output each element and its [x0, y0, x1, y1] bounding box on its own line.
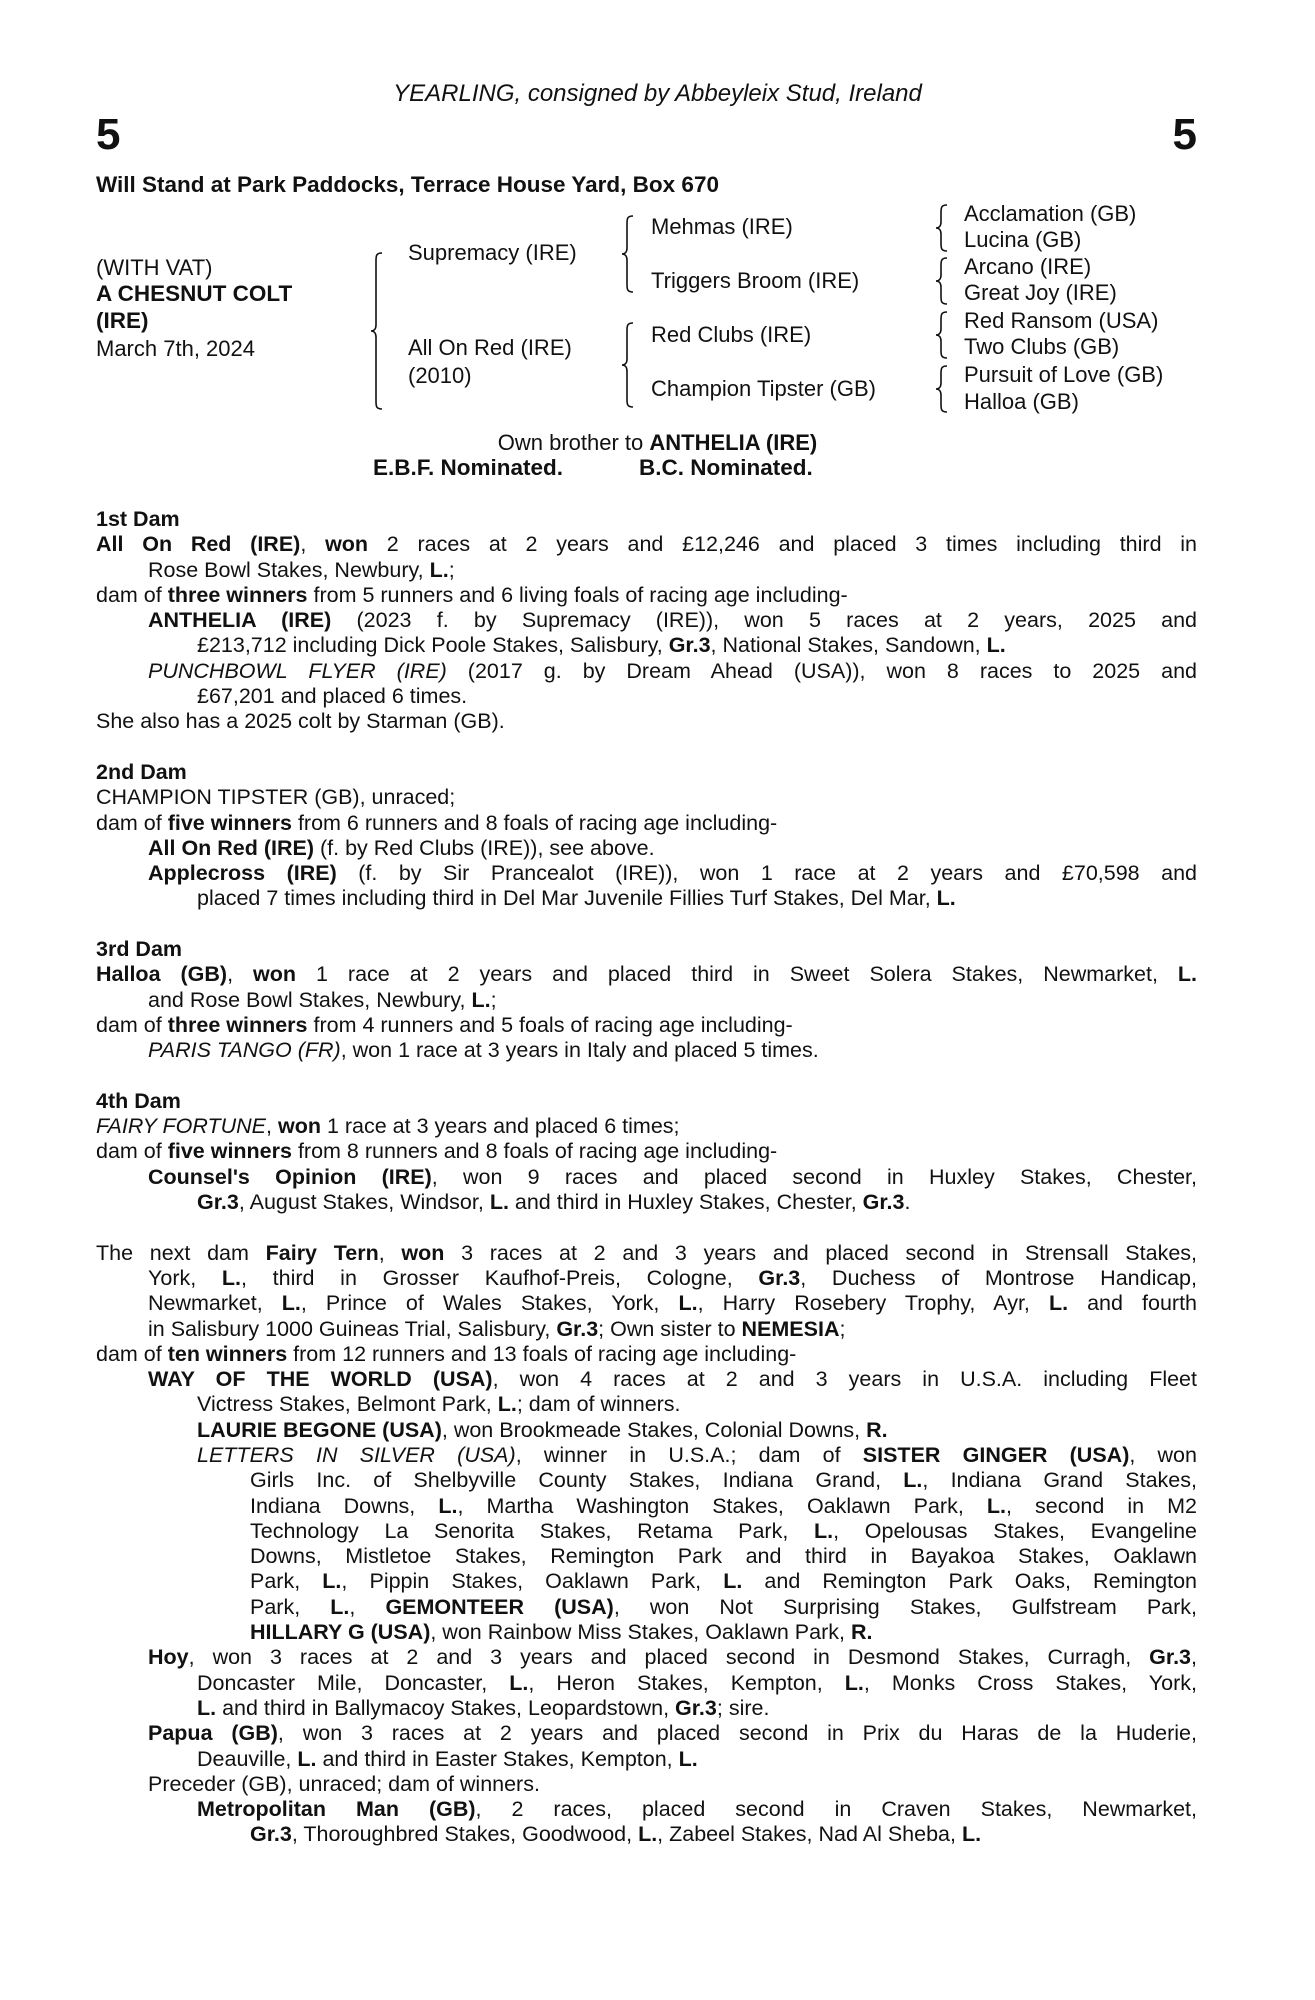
bold-text: three winners	[167, 1012, 308, 1037]
record-line	[96, 1165, 1197, 1190]
stand-location: Will Stand at Park Paddocks, Terrace House Yard, Box 670	[96, 172, 719, 197]
catalogue-header: YEARLING, consigned by Abbeyleix Stud, Ireland	[393, 80, 922, 107]
dam-section	[96, 760, 1197, 912]
record-line	[96, 659, 1197, 684]
bold-text: L.	[221, 1265, 242, 1290]
ancestor-g3: Pursuit of Love (GB)	[964, 362, 1164, 387]
bold-text: L.	[678, 1746, 698, 1771]
text: Park,	[250, 1594, 331, 1619]
text: Rose Bowl Stakes, Newbury,	[148, 557, 430, 582]
text: ; Own sister to	[598, 1316, 742, 1341]
record-line	[96, 558, 1197, 583]
text: CHAMPION TIPSTER (GB), unraced;	[96, 785, 456, 810]
text: 2 races at 2 years and £12,246 and placed 3 times including third in	[368, 532, 1198, 557]
own-brother-note	[0, 430, 1315, 456]
dam-sire: Red Clubs (IRE)	[651, 322, 812, 347]
bold-text: GEMONTEER (USA)	[385, 1594, 614, 1619]
bold-text: ANTHELIA (IRE)	[148, 608, 332, 633]
text: (f. by Red Clubs (IRE)), see above.	[314, 835, 655, 860]
record-line	[96, 1291, 1197, 1316]
text: The next dam	[96, 1240, 266, 1265]
bold-text: L.	[197, 1695, 217, 1720]
brace-icon	[935, 311, 949, 359]
bold-text: L.	[1177, 962, 1197, 987]
text: 3 races at 2 and 3 years and placed second in Strensall Stakes,	[444, 1240, 1198, 1265]
record-line	[96, 633, 1197, 658]
bold-text: Gr.3	[862, 1190, 905, 1215]
record-line	[96, 1342, 1197, 1367]
text: She also has a 2025 colt by Starman (GB).	[96, 709, 505, 734]
ancestor-g3: Two Clubs (GB)	[964, 334, 1120, 359]
text: Park,	[250, 1569, 323, 1594]
bold-text: L.	[903, 1468, 923, 1493]
text: dam of	[96, 810, 168, 835]
text: and fourth	[1068, 1291, 1197, 1316]
bold-text: L.	[471, 987, 491, 1012]
text: £213,712 including Dick Poole Stakes, Salisbury,	[197, 633, 669, 658]
text: dam of	[96, 1139, 168, 1164]
italic-text: PUNCHBOWL FLYER (IRE)	[148, 658, 447, 683]
record-line	[96, 1266, 1197, 1291]
text: and Rose Bowl Stakes, Newbury,	[148, 987, 472, 1012]
bold-text: L.	[509, 1670, 529, 1695]
text: £67,201 and placed 6 times.	[197, 684, 468, 709]
text: , Martha Washington Stakes, Oaklawn Park,	[457, 1493, 987, 1518]
bold-text: L.	[322, 1569, 342, 1594]
text: ,	[378, 1240, 402, 1265]
brace-icon	[935, 204, 949, 252]
ancestor-g3: Red Ransom (USA)	[964, 308, 1159, 333]
ancestor-g3: Acclamation (GB)	[964, 201, 1137, 226]
brace-icon	[621, 215, 635, 293]
record-line	[96, 1190, 1197, 1215]
bold-text: Gr.3	[197, 1190, 239, 1215]
record-line	[96, 1721, 1197, 1746]
record-line	[96, 1569, 1197, 1594]
lot-number-right: 5	[1172, 110, 1197, 159]
brace-icon	[935, 365, 949, 413]
text: ,	[266, 1114, 278, 1139]
record-line	[96, 1494, 1197, 1519]
record-line	[96, 1595, 1197, 1620]
bold-text: L.	[723, 1569, 743, 1594]
vat-label: (WITH VAT)	[96, 255, 213, 280]
text: , Heron Stakes, Kempton,	[528, 1670, 845, 1695]
text: , 2 races, placed second in Craven Stakes, Newmarket,	[475, 1797, 1197, 1822]
record-line	[96, 1468, 1197, 1493]
bold-text: Papua (GB)	[148, 1721, 278, 1746]
record-line	[96, 886, 1197, 911]
text: ,	[1191, 1645, 1197, 1670]
bold-text: L.	[936, 886, 956, 911]
text: Deauville,	[197, 1746, 298, 1771]
section-heading: 3rd Dam	[96, 937, 183, 962]
bold-text: Fairy Tern	[265, 1240, 379, 1265]
bold-text: three winners	[167, 582, 308, 607]
bold-text: HILLARY G (USA)	[250, 1620, 431, 1645]
text: Indiana Downs,	[250, 1493, 439, 1518]
bold-text: L.	[961, 1822, 982, 1847]
record-line	[96, 1696, 1197, 1721]
text: from 12 runners and 13 foals of racing age including-	[287, 1341, 797, 1366]
text: dam of	[96, 582, 168, 607]
text: ;	[448, 557, 455, 582]
section-heading: 4th Dam	[96, 1088, 181, 1113]
record-line	[96, 1013, 1197, 1038]
foaling-date: March 7th, 2024	[96, 336, 255, 361]
bold-text: won	[277, 1114, 321, 1139]
bold-text: L.	[281, 1291, 301, 1316]
bold-text: L.	[986, 1493, 1006, 1518]
bold-text: L.	[497, 1392, 517, 1417]
record-line	[96, 1822, 1197, 1847]
record-line	[96, 1797, 1197, 1822]
bold-text: Gr.3	[675, 1695, 717, 1720]
text: Victress Stakes, Belmont Park,	[197, 1392, 498, 1417]
bold-text: L.	[330, 1594, 350, 1619]
text: , won 3 races at 2 and 3 years and placed second in Desmond Stakes, Curragh,	[188, 1645, 1150, 1670]
text: dam of	[96, 1012, 168, 1037]
text: , won 1 race at 3 years in Italy and placed 5 times.	[340, 1038, 819, 1063]
record-line	[96, 785, 1197, 810]
record-line	[96, 709, 1197, 734]
text: , won	[1129, 1442, 1197, 1467]
text: , Zabeel Stakes, Nad Al Sheba,	[657, 1822, 962, 1847]
text: from 8 runners and 8 foals of racing age including-	[291, 1139, 778, 1164]
italic-text: FAIRY FORTUNE	[96, 1114, 267, 1139]
dam-year: (2010)	[408, 363, 472, 388]
text: dam of	[96, 1341, 168, 1366]
text: 1 race at 2 years and placed third in Sweet Solera Stakes, Newmarket,	[296, 962, 1178, 987]
record-line	[96, 1139, 1197, 1164]
record-line	[96, 583, 1197, 608]
text: ; sire.	[716, 1695, 770, 1720]
text: , Prince of Wales Stakes, York,	[300, 1291, 679, 1316]
text: 1 race at 3 years and placed 6 times;	[320, 1114, 680, 1139]
text: (2017 g. by Dream Ahead (USA)), won 8 races to 2025 and	[446, 658, 1197, 683]
bold-text: Metropolitan Man (GB)	[197, 1797, 476, 1822]
bold-text: Hoy	[148, 1645, 189, 1670]
bold-text: L.	[297, 1746, 317, 1771]
bold-text: L.	[678, 1291, 698, 1316]
text: Preceder (GB), unraced; dam of winners.	[148, 1771, 540, 1796]
text: from 5 runners and 6 living foals of racing age including-	[307, 582, 848, 607]
ancestor-g3: Lucina (GB)	[964, 227, 1082, 252]
brace-icon	[370, 252, 384, 410]
brace-icon	[621, 322, 635, 408]
ancestor-g3: Halloa (GB)	[964, 389, 1079, 414]
italic-text: LETTERS IN SILVER (USA)	[197, 1442, 516, 1467]
text: Downs, Mistletoe Stakes, Remington Park and third in Bayakoa Stakes, Oaklawn	[250, 1544, 1197, 1569]
record-line	[96, 1772, 1197, 1797]
bold-text: ten winners	[167, 1341, 288, 1366]
text: and third in Huxley Stakes, Chester,	[508, 1190, 863, 1215]
record-line	[96, 1392, 1197, 1417]
bold-text: L.	[638, 1822, 658, 1847]
text: ,	[227, 962, 254, 987]
text: (f. by Sir Prancealot (IRE)), won 1 race at 2 years and £70,598 and	[336, 861, 1197, 886]
text: , Monks Cross Stakes, York,	[863, 1670, 1197, 1695]
record-line	[96, 836, 1197, 861]
text: ;	[839, 1316, 846, 1341]
text: , Pippin Stakes, Oaklawn Park,	[341, 1569, 724, 1594]
record-line	[96, 861, 1197, 886]
italic-text: PARIS TANGO (FR)	[148, 1038, 341, 1063]
bold-text: L.	[429, 557, 449, 582]
text: , winner in U.S.A.; dam of	[515, 1442, 863, 1467]
text: placed 7 times including third in Del Mar Juvenile Fillies Turf Stakes, Del Mar,	[197, 886, 937, 911]
bold-text: five winners	[167, 810, 292, 835]
record-line	[96, 962, 1197, 987]
text: Newmarket,	[148, 1291, 282, 1316]
record-line	[96, 1418, 1197, 1443]
text: and Remington Park Oaks, Remington	[742, 1569, 1198, 1594]
text: , won 9 races and placed second in Huxley Stakes, Chester,	[431, 1164, 1197, 1189]
text: Technology La Senorita Stakes, Retama Park,	[250, 1518, 814, 1543]
dam-section	[96, 937, 1197, 1063]
dam-dam: Champion Tipster (GB)	[651, 376, 876, 401]
record-line	[96, 988, 1197, 1013]
sire-dam: Triggers Broom (IRE)	[651, 268, 860, 293]
record-line	[96, 1519, 1197, 1544]
record-line	[96, 1443, 1197, 1468]
text: , August Stakes, Windsor,	[238, 1190, 490, 1215]
bold-text: Counsel's Opinion (IRE)	[148, 1164, 432, 1189]
section-heading: 1st Dam	[96, 507, 180, 531]
bold-text: five winners	[167, 1139, 292, 1164]
record-line	[96, 684, 1197, 709]
bold-text: won	[325, 532, 369, 557]
bold-text: R.	[866, 1417, 888, 1442]
record-line	[96, 1038, 1197, 1063]
text: , won Brookmeade Stakes, Colonial Downs,	[441, 1417, 867, 1442]
horse-name: A CHESNUT COLT	[96, 281, 293, 306]
dam-section	[96, 1241, 1197, 1848]
record-line	[96, 1367, 1197, 1392]
text: and third in Easter Stakes, Kempton,	[316, 1746, 679, 1771]
bold-text: Gr.3	[758, 1265, 801, 1290]
record-line	[96, 608, 1197, 633]
bold-text: NEMESIA	[741, 1316, 840, 1341]
bold-text: SISTER GINGER (USA)	[862, 1442, 1130, 1467]
text: in Salisbury 1000 Guineas Trial, Salisbury,	[148, 1316, 557, 1341]
bold-text: L.	[489, 1190, 509, 1215]
bold-text: Gr.3	[1149, 1645, 1192, 1670]
dam-section	[96, 507, 1197, 735]
record-line	[96, 1317, 1197, 1342]
bold-text: Gr.3	[556, 1316, 599, 1341]
sire-sire: Mehmas (IRE)	[651, 214, 793, 239]
bold-text: won	[401, 1240, 445, 1265]
text: , Opelousas Stakes, Evangeline	[833, 1518, 1197, 1543]
sire: Supremacy (IRE)	[408, 240, 577, 265]
section-heading: 2nd Dam	[96, 759, 187, 784]
bold-text: L.	[1048, 1291, 1069, 1316]
bold-text: All On Red (IRE)	[96, 532, 301, 557]
text: ;	[490, 987, 497, 1012]
record-line	[96, 1241, 1197, 1266]
bold-text: Halloa (GB)	[96, 962, 228, 987]
text: , won 4 races at 2 and 3 years in U.S.A. including Fleet	[492, 1367, 1197, 1392]
bold-text: won	[253, 962, 297, 987]
record-line	[96, 1747, 1197, 1772]
text: Girls Inc. of Shelbyville County Stakes, Indiana Grand,	[250, 1468, 904, 1493]
text: , won Rainbow Miss Stakes, Oaklawn Park,	[430, 1620, 851, 1645]
record-line	[96, 1544, 1197, 1569]
text: , Thoroughbred Stakes, Goodwood,	[291, 1822, 639, 1847]
brace-icon	[935, 257, 949, 305]
text: , won 3 races at 2 years and placed second in Prix du Haras de la Huderie,	[277, 1721, 1197, 1746]
bold-text: WAY OF THE WORLD (USA)	[148, 1367, 493, 1392]
dam-section	[96, 1089, 1197, 1215]
text: from 4 runners and 5 foals of racing age including-	[307, 1012, 793, 1037]
text: ; dam of winners.	[516, 1392, 681, 1417]
text: York,	[148, 1265, 222, 1290]
text: , National Stakes, Sandown,	[710, 633, 987, 658]
text: , second in M2	[1005, 1493, 1198, 1518]
text: , won Not Surprising Stakes, Gulfstream Park,	[613, 1594, 1198, 1619]
record-line	[96, 1671, 1197, 1696]
bold-text: All On Red (IRE)	[148, 835, 315, 860]
bold-text: R.	[850, 1620, 873, 1645]
text: from 6 runners and 8 foals of racing age including-	[291, 810, 778, 835]
record-line	[96, 1114, 1197, 1139]
bold-text: L.	[844, 1670, 864, 1695]
own-brother-name: ANTHELIA (IRE)	[649, 430, 818, 455]
bold-text: L.	[986, 633, 1006, 658]
bold-text: LAURIE BEGONE (USA)	[197, 1417, 442, 1442]
bold-text: L.	[438, 1493, 458, 1518]
ancestor-g3: Arcano (IRE)	[964, 254, 1092, 279]
record-line	[96, 811, 1197, 836]
text: Doncaster Mile, Doncaster,	[197, 1670, 510, 1695]
dam: All On Red (IRE)	[408, 335, 572, 360]
bold-text: L.	[814, 1518, 834, 1543]
produce-record	[96, 507, 1197, 1873]
text: (2023 f. by Supremacy (IRE)), won 5 races at 2 years, 2025 and	[331, 608, 1197, 633]
record-line	[96, 532, 1197, 557]
bc-nomination: B.C. Nominated.	[639, 455, 813, 480]
ebf-nomination: E.B.F. Nominated.	[373, 455, 564, 480]
nominations	[373, 455, 889, 481]
own-brother-prefix: Own brother to	[497, 430, 650, 455]
bold-text: Gr.3	[668, 633, 711, 658]
text: ,	[349, 1594, 386, 1619]
record-line	[96, 1620, 1197, 1645]
text: , third in Grosser Kaufhof-Preis, Cologne,	[241, 1265, 759, 1290]
text: .	[904, 1190, 911, 1215]
horse-name-suffix: (IRE)	[96, 308, 149, 333]
bold-text: Gr.3	[250, 1822, 292, 1847]
record-line	[96, 1645, 1197, 1670]
ancestor-g3: Great Joy (IRE)	[964, 280, 1117, 305]
lot-number-left: 5	[96, 110, 121, 159]
text: , Indiana Grand Stakes,	[922, 1468, 1197, 1493]
bold-text: Applecross (IRE)	[148, 861, 337, 886]
text: ,	[300, 532, 326, 557]
text: , Harry Rosebery Trophy, Ayr,	[697, 1291, 1049, 1316]
text: and third in Ballymacoy Stakes, Leopardstown,	[216, 1695, 676, 1720]
text: , Duchess of Montrose Handicap,	[800, 1265, 1197, 1290]
